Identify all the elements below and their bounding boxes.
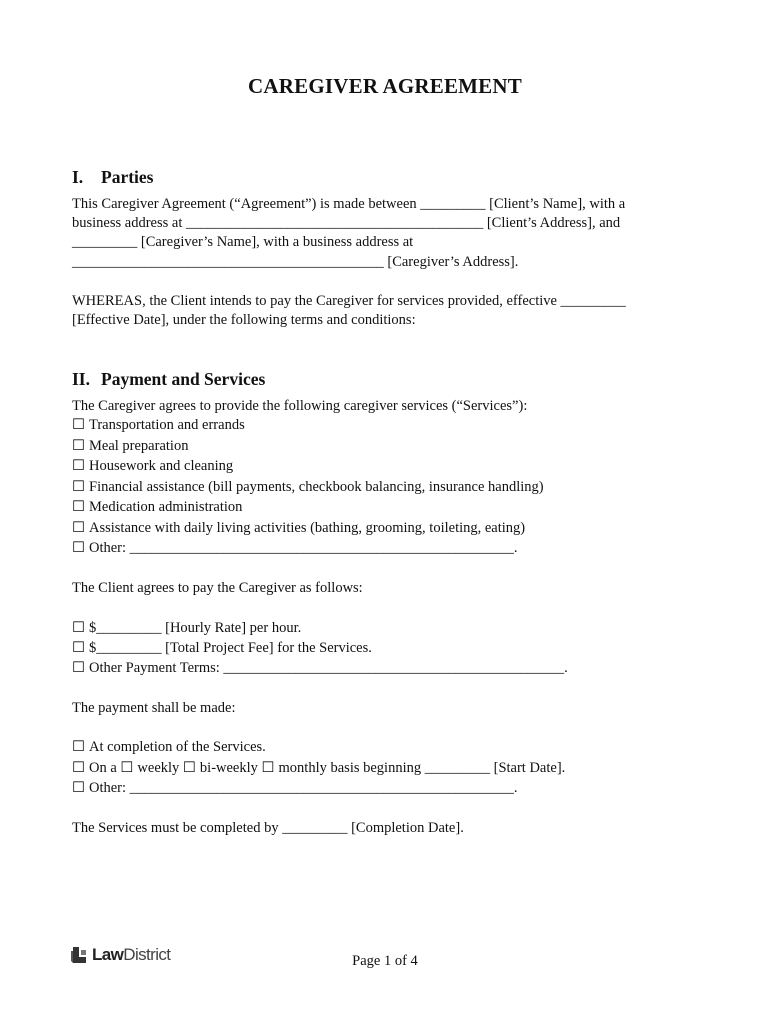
payment-label: $_________ [Hourly Rate] per hour. xyxy=(89,620,302,636)
basis-monthly: monthly basis beginning _________ [Start Date]. xyxy=(278,760,566,776)
service-option xyxy=(72,540,518,557)
payment-option xyxy=(72,620,301,637)
checkbox[interactable]: ☐ xyxy=(72,520,85,536)
timing-option-basis xyxy=(72,760,565,777)
document-title: CAREGIVER AGREEMENT xyxy=(248,74,522,98)
checkbox[interactable]: ☐ xyxy=(182,760,196,776)
page-number: Page 1 of 4 xyxy=(352,953,418,969)
payment-option xyxy=(72,660,568,677)
basis-weekly: weekly xyxy=(137,760,180,776)
checkbox[interactable]: ☐ xyxy=(72,479,85,495)
whereas-line-2: [Effective Date], under the following terms and conditions: xyxy=(72,312,416,328)
logo-text-district: District xyxy=(123,945,171,964)
checkbox[interactable]: ☐ xyxy=(72,438,85,454)
service-label: Medication administration xyxy=(89,499,243,515)
parties-line-2: business address at _________________________________________ [Client’s Address], and xyxy=(72,215,621,231)
payment-option xyxy=(72,640,372,657)
checkbox[interactable]: ☐ xyxy=(72,760,85,776)
service-label: Assistance with daily living activities (bathing, grooming, toileting, eating) xyxy=(89,520,526,536)
checkbox[interactable]: ☐ xyxy=(72,540,85,556)
timing-option xyxy=(72,780,518,797)
service-label: Transportation and errands xyxy=(89,417,245,433)
checkbox[interactable]: ☐ xyxy=(72,458,85,474)
service-option xyxy=(72,417,245,434)
checkbox[interactable]: ☐ xyxy=(72,739,85,755)
completion-line: The Services must be completed by _________ [Completion Date]. xyxy=(72,820,464,836)
section-number: II. xyxy=(72,369,90,389)
services-intro: The Caregiver agrees to provide the following caregiver services (“Services”): xyxy=(72,398,528,414)
service-option xyxy=(72,458,233,475)
checkbox[interactable]: ☐ xyxy=(120,760,134,776)
checkbox[interactable]: ☐ xyxy=(72,417,85,433)
parties-line-1: This Caregiver Agreement (“Agreement”) is made between _________ [Client’s Name], with a xyxy=(72,196,626,212)
payment-label: $_________ [Total Project Fee] for the Services. xyxy=(89,640,372,656)
service-option xyxy=(72,499,242,516)
checkbox[interactable]: ☐ xyxy=(72,620,85,636)
section-number: I. xyxy=(72,167,84,187)
service-label: Meal preparation xyxy=(89,438,189,454)
section-heading-parties xyxy=(72,167,153,188)
checkbox[interactable]: ☐ xyxy=(72,499,85,515)
checkbox[interactable]: ☐ xyxy=(72,640,85,656)
payment-timing-intro: The payment shall be made: xyxy=(72,700,236,716)
service-label: Housework and cleaning xyxy=(89,458,234,474)
checkbox[interactable]: ☐ xyxy=(72,660,85,676)
parties-line-3: _________ [Caregiver’s Name], with a business address at xyxy=(72,234,414,250)
timing-label: At completion of the Services. xyxy=(89,739,266,755)
service-label: Other: _____________________________________________________. xyxy=(89,540,518,556)
logo-text-law: Law xyxy=(92,945,124,964)
timing-label: Other: _____________________________________________________. xyxy=(89,780,518,796)
service-label: Financial assistance (bill payments, checkbook balancing, insurance handling) xyxy=(89,479,544,495)
basis-biweekly: bi-weekly xyxy=(199,760,258,776)
checkbox[interactable]: ☐ xyxy=(261,760,275,776)
checkbox[interactable]: ☐ xyxy=(72,780,85,796)
parties-line-4: ___________________________________________ [Caregiver’s Address]. xyxy=(72,254,519,270)
section-title: Payment and Services xyxy=(101,369,266,389)
timing-option xyxy=(72,739,266,756)
payment-label: Other Payment Terms: _______________________________________________. xyxy=(89,660,568,676)
service-option xyxy=(72,438,188,455)
service-option xyxy=(72,520,525,537)
payment-intro: The Client agrees to pay the Caregiver as follows: xyxy=(72,580,363,596)
section-title: Parties xyxy=(101,167,154,187)
basis-on-a: On a xyxy=(89,760,117,776)
service-option xyxy=(72,479,544,496)
whereas-line-1: WHEREAS, the Client intends to pay the Caregiver for services provided, effective _________ xyxy=(72,293,626,309)
section-heading-payment xyxy=(72,369,265,390)
